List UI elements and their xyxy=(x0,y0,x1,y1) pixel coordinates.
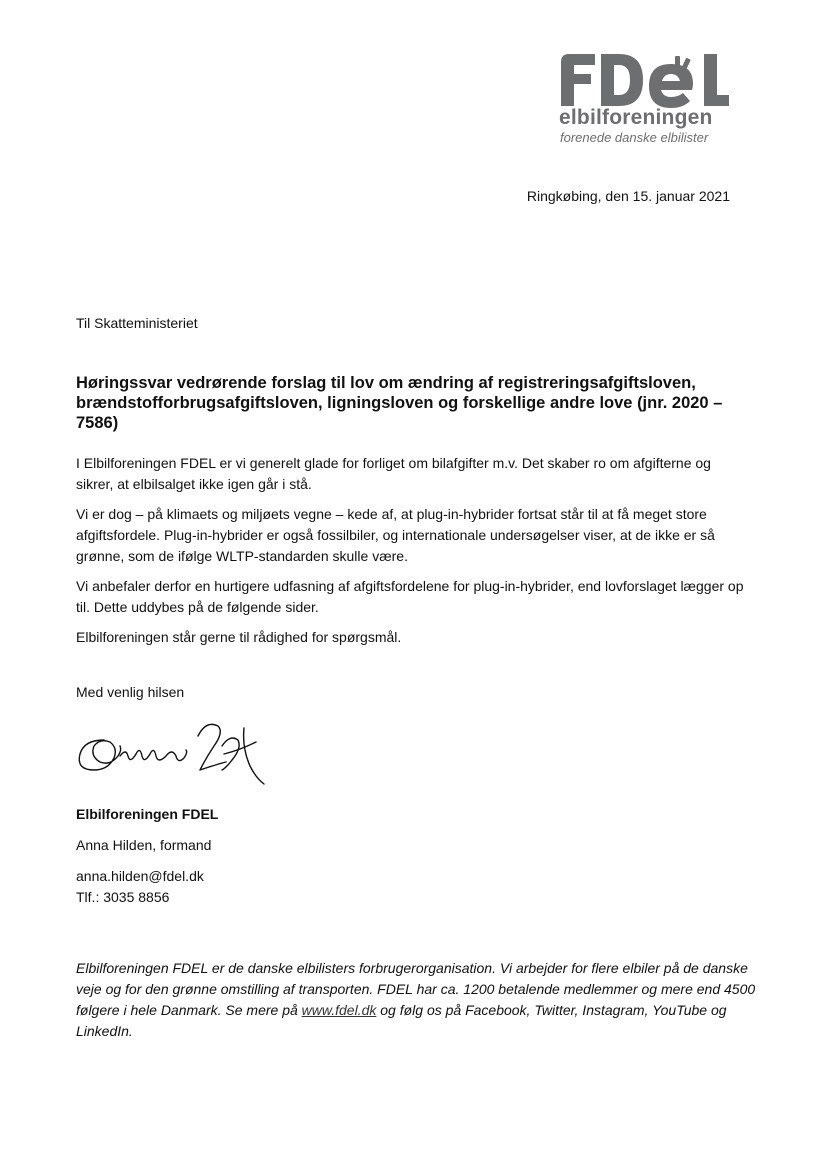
closing-greeting: Med venlig hilsen xyxy=(76,684,185,700)
letter-subject: Høringssvar vedrørende forslag til lov om ændring af registreringsafgiftsloven, brændstofforbrugsafgiftsloven, ligningsloven og forskellige andre love (jnr. 2020 – 7586) xyxy=(76,374,723,432)
contact-details xyxy=(76,866,204,908)
footer-text-end: og følg os på Facebook, Twitter, Instagram, YouTube og LinkedIn. xyxy=(76,1002,727,1039)
sender-email: anna.hilden@fdel.dk xyxy=(76,868,204,884)
fdel-logo xyxy=(555,46,735,146)
letter-body xyxy=(76,453,746,657)
sender-name: Anna Hilden, formand xyxy=(76,837,212,853)
sender-organization: Elbilforeningen FDEL xyxy=(76,806,219,822)
body-paragraph: Vi er dog – på klimaets og miljøets vegne – kede af, at plug-in-hybrider fortsat står til at få meget store afgiftsfordele. Plug-in-hybrider er også fossilbiler, og internationale undersøgelser viser, at de ikke er så grønne, som de ifølge WLTP-standarden skulle være. xyxy=(76,506,715,564)
recipient: Til Skatteministeriet xyxy=(76,315,198,331)
website-link[interactable]: www.fdel.dk xyxy=(301,1002,377,1018)
footer-description xyxy=(76,958,756,1042)
sender-phone: Tlf.: 3035 8856 xyxy=(76,889,170,905)
body-paragraph: I Elbilforeningen FDEL er vi generelt glade for forliget om bilafgifter m.v. Det skaber ro om afgifterne og sikrer, at elbilsalget ikke igen går i stå. xyxy=(76,455,711,492)
body-paragraph: Vi anbefaler derfor en hurtigere udfasning af afgiftsfordelene for plug-in-hybrider, end lovforslaget lægger op til. Dette uddybes på de følgende sider. xyxy=(76,578,744,615)
handwritten-signature xyxy=(74,712,274,792)
footer-text-start: Elbilforeningen FDEL er de danske elbilisters forbrugerorganisation. Vi arbejder for flere elbiler på de danske veje og for den grønne omstilling af transporten. FDEL har ca. 1200 betalende medlemmer og mere end 4500 følgere i hele Danmark. Se mere på xyxy=(76,960,756,1018)
letter-date: Ringkøbing, den 15. januar 2021 xyxy=(526,188,730,204)
logo-tagline: forenede danske elbilister xyxy=(560,130,709,145)
fdel-logo-mark xyxy=(559,52,731,108)
logo-wordmark: elbilforeningen xyxy=(559,106,713,129)
body-paragraph: Elbilforeningen står gerne til rådighed for spørgsmål. xyxy=(76,629,402,645)
